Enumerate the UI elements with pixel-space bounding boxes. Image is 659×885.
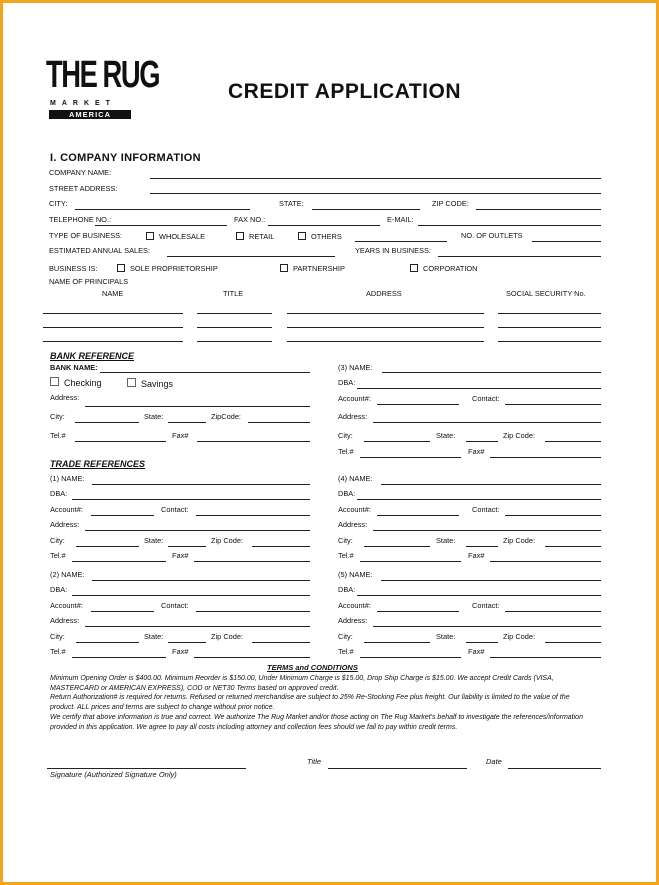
ref1-city-field[interactable] — [76, 546, 139, 547]
ref2-state-field[interactable] — [168, 642, 206, 643]
ref5-zip-label: Zip Code: — [503, 632, 536, 641]
ref5-city-field[interactable] — [364, 642, 430, 643]
principal-title-1[interactable] — [197, 313, 272, 314]
ref3-name-label: (3) NAME: — [338, 363, 373, 372]
ref5-address-field[interactable] — [373, 626, 601, 627]
sole-checkbox[interactable] — [117, 264, 125, 272]
ref3-tel-label: Tel.# — [338, 447, 354, 456]
ref4-tel-field[interactable] — [360, 561, 461, 562]
principal-address-3[interactable] — [287, 341, 484, 342]
bank-fax-label: Fax# — [172, 431, 189, 440]
ref5-name-field[interactable] — [381, 580, 601, 581]
corporation-label: CORPORATION — [423, 264, 478, 273]
ref5-zip-field[interactable] — [545, 642, 601, 643]
bank-state-label: State: — [144, 412, 164, 421]
wholesale-label: WHOLESALE — [159, 232, 206, 241]
col-name-header: NAME — [102, 289, 124, 298]
ref3-dba-label: DBA: — [338, 378, 356, 387]
years-label: YEARS IN BUSINESS: — [355, 246, 431, 255]
bank-name-field[interactable] — [100, 372, 310, 373]
principal-ssn-2[interactable] — [498, 327, 601, 328]
principal-address-2[interactable] — [287, 327, 484, 328]
ref3-name-field[interactable] — [382, 372, 601, 373]
ref1-state-label: State: — [144, 536, 164, 545]
ref2-tel-label: Tel.# — [50, 647, 66, 656]
ref5-contact-field[interactable] — [505, 611, 601, 612]
ref3-state-field[interactable] — [466, 441, 498, 442]
ref2-name-field[interactable] — [92, 580, 310, 581]
signature-label: Signature (Authorized Signature Only) — [50, 770, 177, 779]
business-is-label: BUSINESS IS: — [49, 264, 98, 273]
ref5-account-label: Account#: — [338, 601, 371, 610]
ref2-state-label: State: — [144, 632, 164, 641]
ref2-city-field[interactable] — [76, 642, 139, 643]
bank-city-field[interactable] — [75, 422, 139, 423]
ref1-name-label: (1) NAME: — [50, 474, 85, 483]
bank-tel-label: Tel.# — [50, 431, 66, 440]
street-address-label: STREET ADDRESS: — [49, 184, 118, 193]
sole-label: SOLE PROPRIETORSHIP — [130, 264, 218, 273]
ref5-tel-field[interactable] — [360, 657, 461, 658]
ref5-state-field[interactable] — [466, 642, 498, 643]
ref2-city-label: City: — [50, 632, 65, 641]
email-field[interactable] — [418, 225, 601, 226]
telephone-label: TELEPHONE NO.: — [49, 215, 112, 224]
ref4-zip-field[interactable] — [545, 546, 601, 547]
corporation-option[interactable] — [410, 264, 477, 273]
bank-zip-field[interactable] — [248, 422, 310, 423]
ref4-fax-label: Fax# — [468, 551, 485, 560]
ref2-name-label: (2) NAME: — [50, 570, 85, 579]
zip-label: ZIP CODE: — [432, 199, 469, 208]
ref4-state-label: State: — [436, 536, 456, 545]
fax-label: FAX NO.: — [234, 215, 266, 224]
signature-title-label: Title — [307, 757, 322, 766]
bank-tel-field[interactable] — [75, 441, 166, 442]
ref5-fax-field[interactable] — [490, 657, 601, 658]
ref3-city-label: City: — [338, 431, 353, 440]
ref5-fax-label: Fax# — [468, 647, 485, 656]
col-title-header: TITLE — [223, 289, 244, 298]
page-title: CREDIT APPLICATION — [228, 80, 461, 103]
partnership-checkbox[interactable] — [280, 264, 288, 272]
terms-paragraph-3: We certify that above information is true and correct. We authorize The Rug Market and/or those acting on The Rug Market's behalf to investigate the references/information provided in this application. We agree to pay all costs including attorney and collection fees should we fail to pay within credit terms. — [50, 714, 583, 731]
ref3-state-label: State: — [436, 431, 456, 440]
ref2-zip-label: Zip Code: — [211, 632, 244, 641]
ref1-zip-field[interactable] — [252, 546, 310, 547]
partnership-option[interactable] — [280, 264, 345, 273]
others-checkbox[interactable] — [298, 232, 306, 240]
ref1-tel-label: Tel.# — [50, 551, 66, 560]
others-option[interactable] — [298, 232, 342, 241]
city-label: CITY: — [49, 199, 68, 208]
ref5-address-label: Address: — [338, 616, 368, 625]
corporation-checkbox[interactable] — [410, 264, 418, 272]
principal-ssn-3[interactable] — [498, 341, 601, 342]
bank-name-label: BANK NAME: — [50, 363, 98, 372]
principal-ssn-1[interactable] — [498, 313, 601, 314]
email-label: E-MAIL: — [387, 215, 414, 224]
ref1-dba-label: DBA: — [50, 489, 68, 498]
ref2-tel-field[interactable] — [72, 657, 166, 658]
retail-checkbox[interactable] — [236, 232, 244, 240]
company-name-field[interactable] — [150, 178, 601, 179]
ref1-fax-label: Fax# — [172, 551, 189, 560]
ref4-dba-field[interactable] — [357, 499, 601, 500]
retail-label: RETAIL — [249, 232, 275, 241]
city-field[interactable] — [75, 209, 250, 210]
ref3-zip-label: Zip Code: — [503, 431, 536, 440]
ref4-name-label: (4) NAME: — [338, 474, 373, 483]
ref1-contact-field[interactable] — [196, 515, 310, 516]
others-label: OTHERS — [311, 232, 342, 241]
ref3-contact-field[interactable] — [505, 404, 601, 405]
ref2-fax-field[interactable] — [194, 657, 310, 658]
ref5-dba-field[interactable] — [357, 595, 601, 596]
principal-name-3[interactable] — [43, 341, 183, 342]
ref3-dba-field[interactable] — [357, 388, 601, 389]
sales-label: ESTIMATED ANNUAL SALES: — [49, 246, 151, 255]
retail-option[interactable] — [236, 232, 274, 241]
savings-label: Savings — [141, 379, 174, 389]
fax-field[interactable] — [268, 225, 380, 226]
ref3-address-field[interactable] — [373, 422, 601, 423]
ref1-state-field[interactable] — [168, 546, 206, 547]
outlets-field[interactable] — [532, 241, 601, 242]
section-heading-company: I. COMPANY INFORMATION — [50, 152, 201, 164]
ref3-address-label: Address: — [338, 412, 368, 421]
bank-state-field[interactable] — [168, 422, 206, 423]
ref1-address-label: Address: — [50, 520, 80, 529]
state-field[interactable] — [312, 209, 420, 210]
telephone-field[interactable] — [95, 225, 227, 226]
ref2-dba-label: DBA: — [50, 585, 68, 594]
ref3-fax-label: Fax# — [468, 447, 485, 456]
ref2-account-label: Account#: — [50, 601, 83, 610]
ref4-fax-field[interactable] — [490, 561, 601, 562]
ref1-zip-label: Zip Code: — [211, 536, 244, 545]
ref1-account-field[interactable] — [91, 515, 154, 516]
checking-option[interactable] — [50, 377, 102, 388]
type-of-business-label: TYPE OF BUSINESS: — [49, 231, 123, 240]
wholesale-option[interactable] — [146, 232, 205, 241]
trade-references-heading: TRADE REFERENCES — [50, 459, 146, 469]
ref3-tel-field[interactable] — [360, 457, 461, 458]
ref4-contact-label: Contact: — [472, 505, 500, 514]
ref5-state-label: State: — [436, 632, 456, 641]
ref2-address-field[interactable] — [85, 626, 310, 627]
wholesale-checkbox[interactable] — [146, 232, 154, 240]
ref1-dba-field[interactable] — [72, 499, 310, 500]
ref3-account-label: Account#: — [338, 394, 371, 403]
col-ssn-header: SOCIAL SECURITY No. — [506, 289, 586, 298]
ref5-city-label: City: — [338, 632, 353, 641]
logo-market: MARKET — [50, 100, 116, 107]
ref2-account-field[interactable] — [91, 611, 154, 612]
bank-address-field[interactable] — [85, 406, 310, 407]
ref2-dba-field[interactable] — [72, 595, 310, 596]
ref3-account-field[interactable] — [377, 404, 459, 405]
principal-name-2[interactable] — [43, 327, 183, 328]
principal-address-1[interactable] — [287, 313, 484, 314]
signature-title-field[interactable] — [328, 768, 467, 769]
logo-america: AMERICA — [49, 110, 131, 119]
ref4-zip-label: Zip Code: — [503, 536, 536, 545]
ref5-name-label: (5) NAME: — [338, 570, 373, 579]
ref4-address-label: Address: — [338, 520, 368, 529]
savings-checkbox[interactable] — [127, 378, 136, 387]
ref1-fax-field[interactable] — [194, 561, 310, 562]
company-name-label: COMPANY NAME: — [49, 168, 112, 177]
ref2-zip-field[interactable] — [252, 642, 310, 643]
ref2-fax-label: Fax# — [172, 647, 189, 656]
principals-label: NAME OF PRINCIPALS — [49, 277, 129, 286]
ref4-city-label: City: — [338, 536, 353, 545]
bank-reference-heading: BANK REFERENCE — [50, 351, 135, 361]
ref4-address-field[interactable] — [373, 530, 601, 531]
principal-title-2[interactable] — [197, 327, 272, 328]
ref4-tel-label: Tel.# — [338, 551, 354, 560]
ref3-fax-field[interactable] — [490, 457, 601, 458]
ref5-tel-label: Tel.# — [338, 647, 354, 656]
ref4-account-label: Account#: — [338, 505, 371, 514]
bank-zip-label: ZipCode: — [211, 412, 241, 421]
sales-field[interactable] — [167, 256, 335, 257]
ref1-account-label: Account#: — [50, 505, 83, 514]
ref5-contact-label: Contact: — [472, 601, 500, 610]
ref1-city-label: City: — [50, 536, 65, 545]
others-field[interactable] — [355, 241, 447, 242]
ref4-dba-label: DBA: — [338, 489, 356, 498]
ref5-account-field[interactable] — [377, 611, 459, 612]
signature-field[interactable] — [47, 768, 246, 769]
ref5-dba-label: DBA: — [338, 585, 356, 594]
ref4-contact-field[interactable] — [505, 515, 601, 516]
outlets-label: NO. OF OUTLETS — [461, 231, 523, 240]
checking-checkbox[interactable] — [50, 377, 59, 386]
ref4-name-field[interactable] — [381, 484, 601, 485]
principal-name-1[interactable] — [43, 313, 183, 314]
ref1-tel-field[interactable] — [72, 561, 166, 562]
ref1-address-field[interactable] — [85, 530, 310, 531]
savings-option[interactable] — [127, 378, 173, 389]
bank-fax-field[interactable] — [197, 441, 310, 442]
principal-title-3[interactable] — [197, 341, 272, 342]
terms-heading: TERMS and CONDITIONS — [267, 663, 358, 672]
logo-wordmark: THE RUG — [46, 54, 160, 96]
partnership-label: PARTNERSHIP — [293, 264, 345, 273]
ref4-account-field[interactable] — [377, 515, 459, 516]
col-address-header: ADDRESS — [366, 289, 402, 298]
ref1-name-field[interactable] — [92, 484, 310, 485]
checking-label: Checking — [64, 378, 102, 388]
sole-option[interactable] — [117, 264, 218, 273]
ref1-contact-label: Contact: — [161, 505, 189, 514]
ref4-city-field[interactable] — [364, 546, 430, 547]
ref2-contact-field[interactable] — [196, 611, 310, 612]
ref4-state-field[interactable] — [466, 546, 498, 547]
street-address-field[interactable] — [150, 193, 601, 194]
signature-date-field[interactable] — [508, 768, 601, 769]
ref2-address-label: Address: — [50, 616, 80, 625]
ref3-contact-label: Contact: — [472, 394, 500, 403]
ref3-zip-field[interactable] — [545, 441, 601, 442]
zip-field[interactable] — [476, 209, 601, 210]
bank-city-label: City: — [50, 412, 65, 421]
terms-paragraph-2: Return Authorization# is required for returns. Refused or returned merchandise are subject to 25% Re-Stocking Fee plus freight. Our liability is limited to the value of the product. ALL prices and terms are subject to change without prior notice. — [50, 694, 570, 711]
terms-paragraph-1: Minimum Opening Order is $400.00. Minimum Reorder is $150.00, Under Minimum Charge is $15.00, Drop Ship Charge is $15.00. We accept Credit Cards (VISA, MASTERCARD or AMERICAN EXPRESS), COD or NET30 Terms based on approved credit. — [50, 675, 554, 692]
bank-address-label: Address: — [50, 393, 80, 402]
years-field[interactable] — [438, 256, 601, 257]
ref3-city-field[interactable] — [364, 441, 430, 442]
state-label: STATE: — [279, 199, 304, 208]
signature-date-label: Date — [486, 757, 502, 766]
ref2-contact-label: Contact: — [161, 601, 189, 610]
